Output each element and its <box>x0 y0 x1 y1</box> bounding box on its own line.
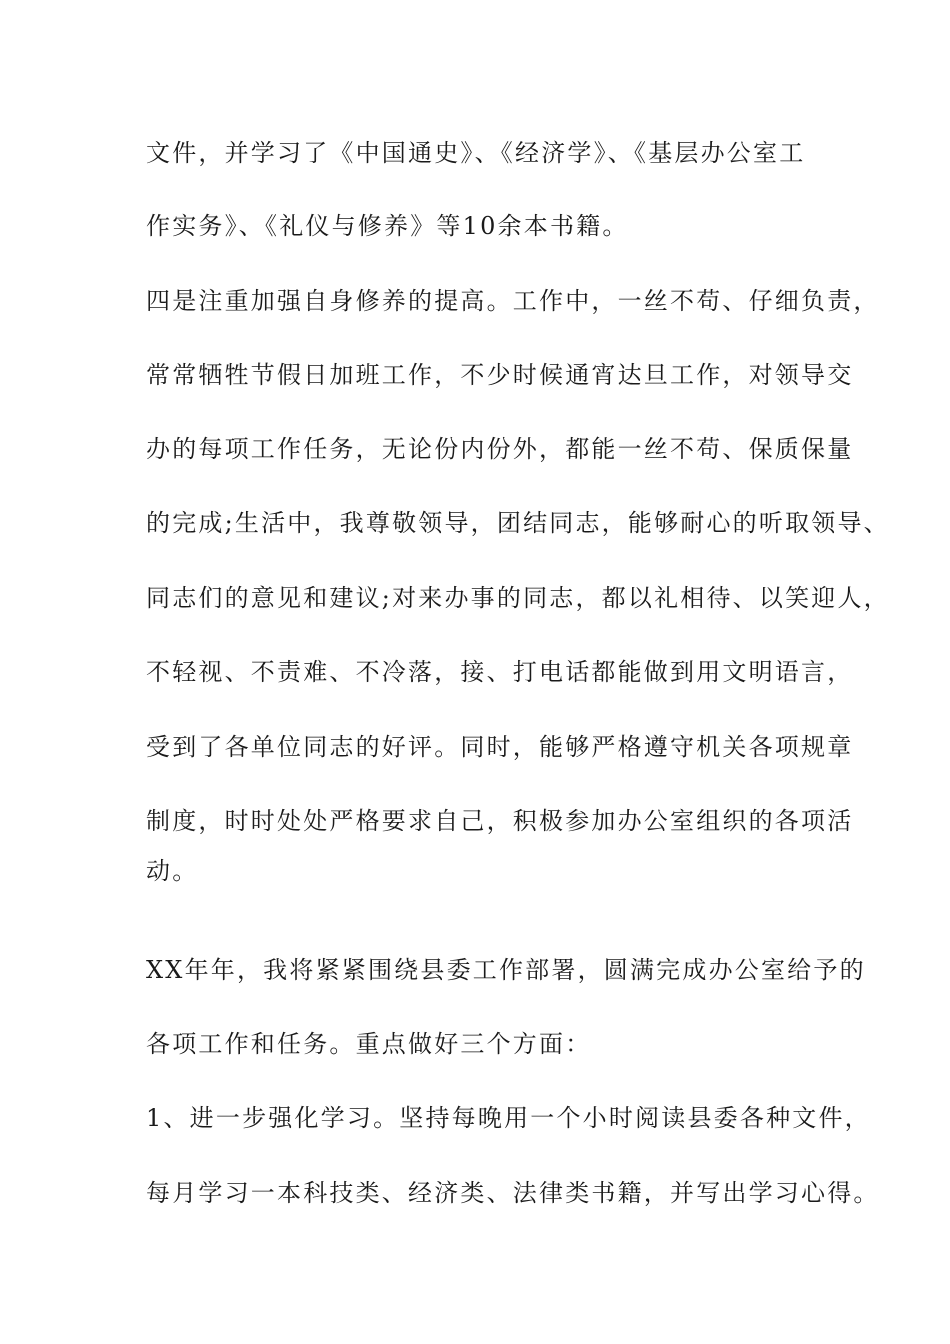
text-line: 办的每项工作任务，无论份内份外，都能一丝不苟、保质保量 <box>146 435 854 463</box>
text-line: 作实务》、《礼仪与修养》等10余本书籍。 <box>146 212 629 240</box>
text-line: 不轻视、不责难、不冷落，接、打电话都能做到用文明语言， <box>146 658 854 686</box>
text-line: 同志们的意见和建议;对来办事的同志，都以礼相待、以笑迎人， <box>146 584 890 612</box>
text-line: 受到了各单位同志的好评。同时，能够严格遵守机关各项规章 <box>146 733 854 761</box>
text-line: 各项工作和任务。重点做好三个方面： <box>146 1030 592 1058</box>
text-line: 每月学习一本科技类、经济类、法律类书籍，并写出学习心得。 <box>146 1179 880 1207</box>
text-line: 制度，时时处处严格要求自己，积极参加办公室组织的各项活 <box>146 807 854 835</box>
text-line: 的完成;生活中，我尊敬领导，团结同志，能够耐心的听取领导、 <box>146 509 890 537</box>
text-line: 文件，并学习了《中国通史》、《经济学》、《基层办公室工 <box>146 139 806 167</box>
text-line: XX年年，我将紧紧围绕县委工作部署，圆满完成办公室给予的 <box>146 956 866 984</box>
text-line: 1、进一步强化学习。坚持每晚用一个小时阅读县委各种文件， <box>146 1104 871 1132</box>
text-line: 四是注重加强自身修养的提高。工作中，一丝不苟、仔细负责， <box>146 287 880 315</box>
text-line: 常常牺牲节假日加班工作，不少时候通宵达旦工作，对领导交 <box>146 361 854 389</box>
text-line: 动。 <box>146 857 199 885</box>
